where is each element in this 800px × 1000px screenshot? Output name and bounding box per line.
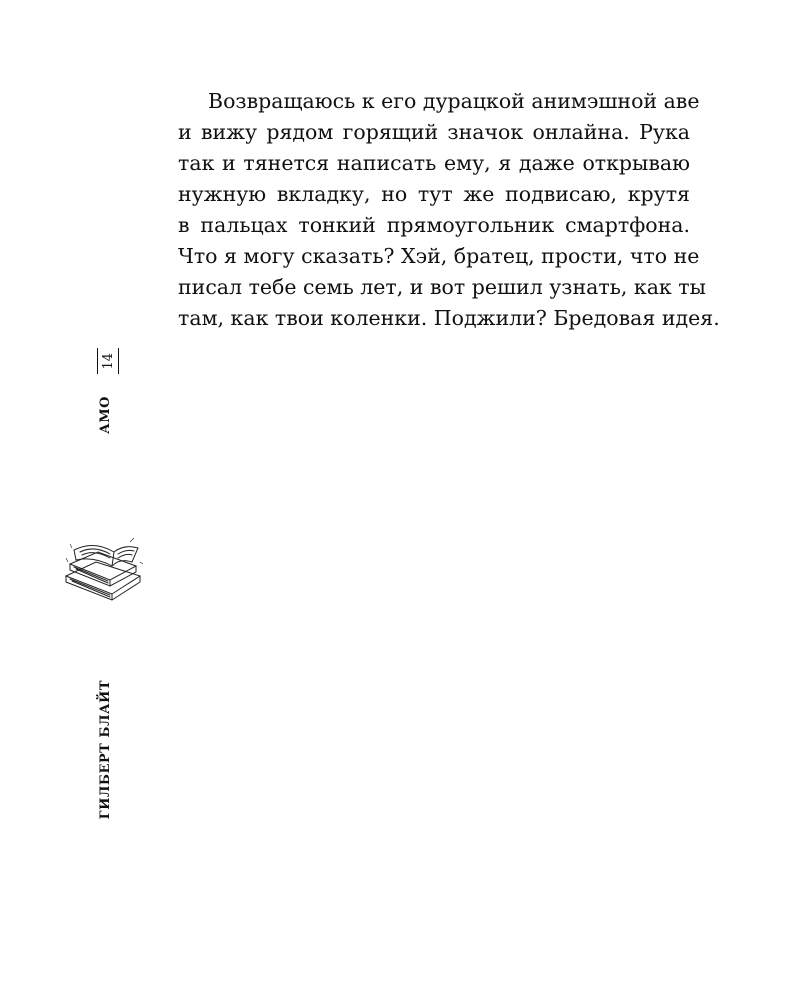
text-line: Возвращаюсь к его дурацкой анимэшной аве [208, 89, 700, 113]
text-line: Что я могу сказать? Хэй, братец, прости, что не [178, 244, 700, 268]
book-title: АМО [98, 396, 113, 434]
text-line: там, как твои коленки. Поджили? Бредовая идея. [178, 306, 720, 330]
text-line: в пальцах тонкий прямоугольник смартфона. [178, 213, 690, 237]
page-number [97, 348, 119, 374]
text-line: так и тянется написать ему, я даже открываю [178, 151, 690, 175]
text-line: писал тебе семь лет, и вот решил узнать, как ты [178, 275, 706, 299]
author-name: ГИЛБЕРТ БЛАЙТ [98, 680, 113, 820]
body-text [178, 86, 720, 334]
stacked-books-icon [60, 532, 144, 606]
page-number-text: 14 [100, 352, 116, 370]
text-line: и вижу рядом горящий значок онлайна. Рука [178, 120, 690, 144]
text-line: нужную вкладку, но тут же подвисаю, крутя [178, 182, 690, 206]
